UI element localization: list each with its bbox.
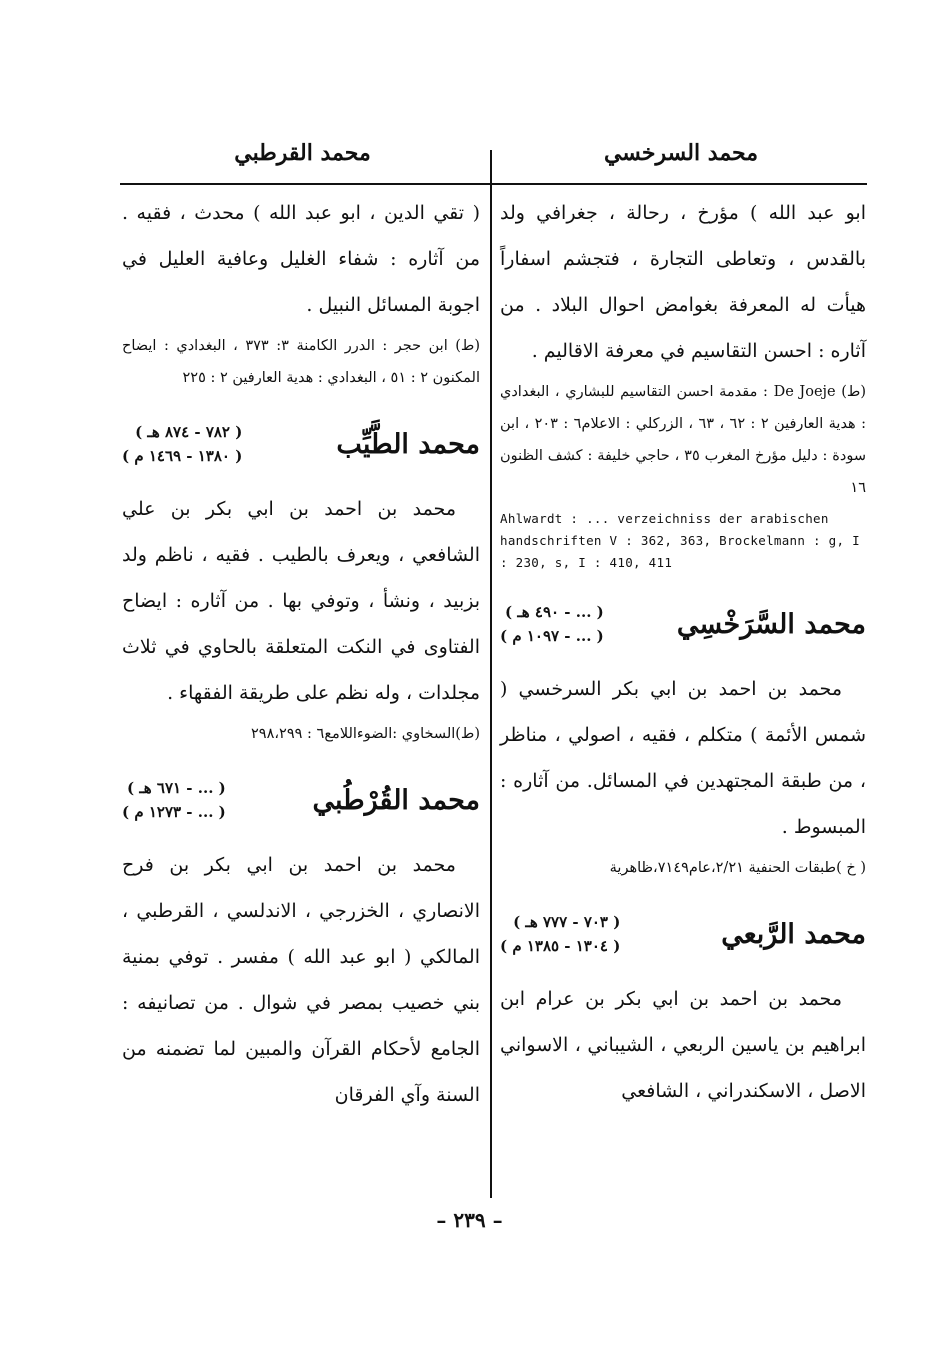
entry-heading (500, 910, 866, 958)
left-column-header: محمد القرطبي (234, 140, 371, 166)
page-number: – ٢٣٩ – (436, 1208, 503, 1232)
entry-heading (122, 776, 480, 824)
gregorian-dates: ( ... - ١٠٩٧ م ) (500, 627, 604, 645)
column-divider (490, 150, 492, 1198)
left-column (122, 190, 480, 1118)
entry-continuation-text: ( تقي الدين ، ابو عبد الله ) محدث ، فقيه . من آثاره : شفاء الغليل وعافية العليل في اجوبة المسائل النبيل . (122, 202, 480, 316)
entry-latin-references: Ahlwardt : ... verzeichniss der arabischen handschriften V : 362, 363, Brockelmann : g, I : 230, s, I : 410, 411 (500, 511, 860, 570)
entry-continuation-text: ابو عبد الله ) مؤرخ ، رحالة ، جغرافي ولد بالقدس ، وتعاطى التجارة ، فتجشم اسفاراً هيأت له المعرفة بغوامض احوال البلاد . من آثاره : احسن التقاسيم في معرفة الاقاليم . (500, 202, 866, 362)
right-column (500, 190, 866, 1114)
entry-references: (ط) De Joeje : مقدمة احسن التقاسيم للبشاري ، البغدادي : هدية العارفين ٢ : ٦٢ ، ٦٣ ، الزركلي : الاعلام٦ : ٢٠٣ ، ابن سودة : دليل مؤرخ المغرب ٣٥ ، حاجي خليفة : كشف الظنون ١٦ (500, 384, 867, 496)
entry-name: محمد السَّرَخْسِي (676, 608, 866, 640)
entry-references: ( خ )طبقات الحنفية ٢/٢١،عام٧١٤٩،ظاهرية (609, 860, 866, 876)
gregorian-dates: ( ١٣٨٠ - ١٤٦٩ م ) (122, 447, 243, 465)
hijri-dates: ( ٧٨٢ - ٨٧٤ هـ ) (135, 423, 243, 441)
header-rule (120, 183, 867, 185)
entry-heading (122, 420, 480, 468)
hijri-dates: ( ... - ٦٧١ هـ ) (127, 779, 226, 797)
entry-dates (122, 776, 226, 824)
entry-references: (ط) ابن حجر : الدرر الكامنة ٣: ٣٧٣ ، البغدادي : ايضاح المكنون ٢ : ٥١ ، البغدادي : هدية العارفين ٢ : ٢٢٥ (122, 338, 480, 386)
entry-references: (ط)السخاوي :الضوءاللامع٦ : ٢٩٨،٢٩٩ (251, 726, 480, 742)
entry-name: محمد الرَّبعي (721, 918, 866, 950)
entry-text: محمد بن احمد بن ابي بكر بن عرام ابن ابراهيم بن ياسين الربعي ، الشيباني ، الاسواني الاصل ، الاسكندراني ، الشافعي (500, 988, 866, 1102)
right-column-header: محمد السرخسي (603, 140, 759, 166)
entry-text: محمد بن احمد بن ابي بكر بن علي الشافعي ، ويعرف بالطيب . فقيه ، ناظم ولد بزبيد ، ونشأ ، وتوفي بها . من آثاره : ايضاح الفتاوى في النكت المتعلقة بالحاوي في ثلاث مجلدات ، وله نظم على طريقة الفقهاء . (122, 498, 480, 704)
gregorian-dates: ( ... - ١٢٧٣ م ) (122, 803, 226, 821)
entry-text: محمد بن احمد بن ابي بكر بن فرح الانصاري ، الخزرجي ، الاندلسي ، القرطبي ، المالكي ( ابو عبد الله ) مفسر . توفي بمنية بني خصيب بمصر في شوال . من تصانيفه : الجامع لأحكام القرآن والمبين لما تضمنه من السنة وآي الفرقان (122, 854, 480, 1106)
hijri-dates: ( ٧٠٣ - ٧٧٧ هـ ) (513, 913, 621, 931)
entry-text: محمد بن احمد بن ابي بكر السرخسي ( شمس الأئمة ) متكلم ، فقيه ، اصولي ، مناظر ، من طبقة المجتهدين في المسائل. من آثاره : المبسوط . (500, 678, 866, 838)
hijri-dates: ( ... - ٤٩٠ هـ ) (505, 603, 604, 621)
entry-name: محمد القُرْطُبي (312, 784, 480, 816)
entry-dates (500, 910, 620, 958)
entry-dates (122, 420, 242, 468)
entry-name: محمد الطَّيِّب (336, 428, 480, 460)
entry-dates (500, 600, 604, 648)
entry-heading (500, 600, 866, 648)
gregorian-dates: ( ١٣٠٤ - ١٣٨٥ م ) (500, 937, 621, 955)
